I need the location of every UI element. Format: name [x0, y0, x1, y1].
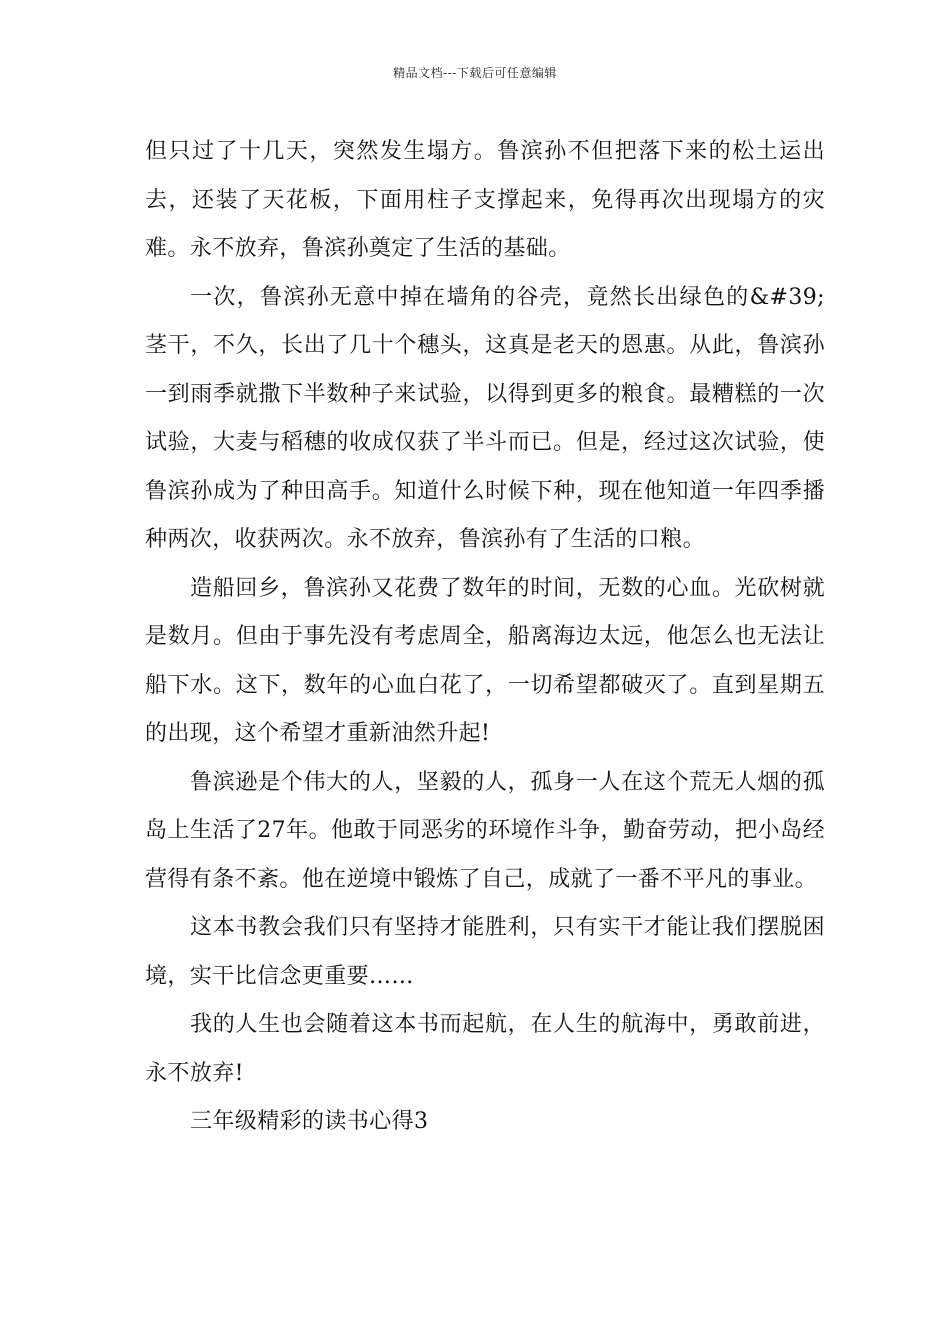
paragraph-2: 一次，鲁滨孙无意中掉在墙角的谷壳，竟然长出绿色的&#39;茎干，不久，长出了几十个穗头，这真是老天的恩惠。从此，鲁滨孙一到雨季就撒下半数种子来试验，以得到更多的粮食。最糟糕的一次试验，大麦与稻穗的收成仅获了半斗而已。但是，经过这次试验，使鲁滨孙成为了种田高手。知道什么时候下种，现在他知道一年四季播种两次，收获两次。永不放弃，鲁滨孙有了生活的口粮。 [145, 284, 825, 552]
document-body [145, 128, 825, 1147]
paragraph-5: 这本书教会我们只有坚持才能胜利，只有实干才能让我们摆脱困境，实干比信念更重要…… [145, 915, 825, 989]
paragraph-3: 造船回乡，鲁滨孙又花费了数年的时间，无数的心血。光砍树就是数月。但由于事先没有考虑周全，船离海边太远，他怎么也无法让船下水。这下，数年的心血白花了，一切希望都破灭了。直到星期五的出现，这个希望才重新油然升起! [145, 575, 825, 746]
page-header: 精品文档---下载后可任意编辑 [393, 66, 557, 80]
section-heading: 三年级精彩的读书心得3 [190, 1109, 429, 1134]
paragraph-6: 我的人生也会随着这本书而起航，在人生的航海中，勇敢前进，永不放弃! [145, 1012, 825, 1086]
paragraph-4: 鲁滨逊是个伟大的人，坚毅的人，孤身一人在这个荒无人烟的孤岛上生活了27年。他敢于同恶劣的环境作斗争，勤奋劳动，把小岛经营得有条不紊。他在逆境中锻炼了自己，成就了一番不平凡的事业。 [145, 769, 825, 892]
paragraph-1: 但只过了十几天，突然发生塌方。鲁滨孙不但把落下来的松土运出去，还装了天花板，下面用柱子支撑起来，免得再次出现塌方的灾难。永不放弃，鲁滨孙奠定了生活的基础。 [145, 139, 825, 261]
